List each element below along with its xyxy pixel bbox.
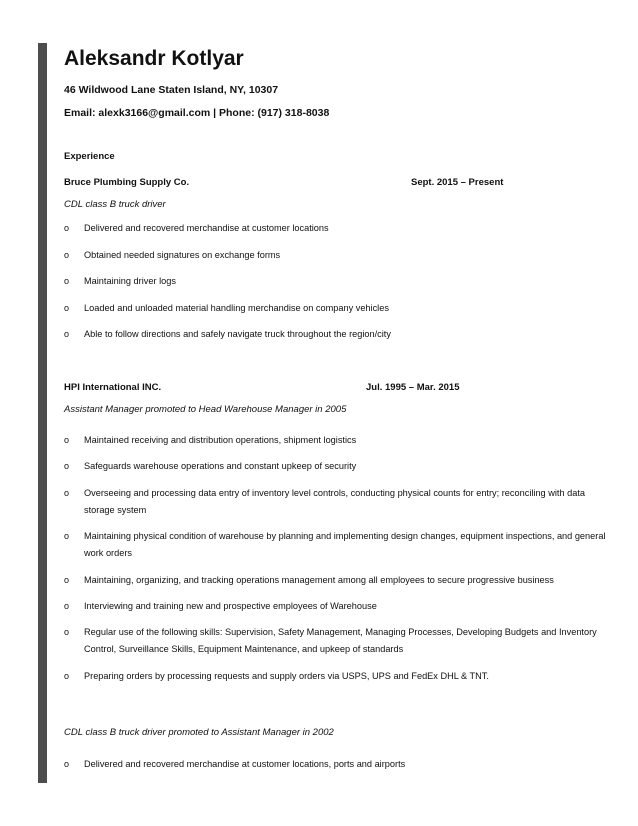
duty-text: Delivered and recovered merchandise at customer locations, ports and airports bbox=[84, 759, 406, 769]
duty-text: Loaded and unloaded material handling merchandise on company vehicles bbox=[84, 302, 389, 313]
section-title-experience: Experience bbox=[64, 151, 115, 162]
job-role: CDL class B truck driver bbox=[64, 199, 166, 210]
duty-text: Maintaining, organizing, and tracking operations management among all employees to secure progressive business bbox=[84, 574, 554, 585]
duty-text: Maintaining driver logs bbox=[84, 276, 176, 287]
job-role: Assistant Manager promoted to Head Warehouse Manager in 2005 bbox=[64, 404, 347, 415]
job-company: HPI International INC. bbox=[64, 382, 162, 393]
list-item bbox=[64, 485, 609, 519]
list-item bbox=[64, 326, 609, 343]
bullet-marker: o bbox=[64, 670, 70, 681]
job-company: Bruce Plumbing Supply Co. bbox=[64, 177, 190, 188]
sidebar-accent-bar bbox=[38, 43, 47, 783]
bullet-marker: o bbox=[64, 249, 70, 260]
list-item bbox=[64, 432, 609, 449]
list-item bbox=[64, 756, 609, 773]
duty-text: Preparing orders by processing requests and supply orders via USPS, UPS and FedEx DHL & TNT. bbox=[84, 670, 489, 681]
list-item bbox=[64, 220, 609, 237]
bullet-marker: o bbox=[64, 759, 70, 769]
bullet-marker: o bbox=[64, 223, 70, 233]
bullet-marker: o bbox=[64, 302, 70, 313]
applicant-contact: Email: alexk3166@gmail.com | Phone: (917) 318-8038 bbox=[64, 107, 330, 119]
bullet-marker: o bbox=[64, 461, 70, 472]
duty-text: Maintaining physical condition of warehouse by planning and implementing design changes, equipment inspections, and general work orders bbox=[84, 531, 606, 559]
list-item bbox=[64, 458, 609, 475]
list-item bbox=[64, 624, 609, 658]
duty-text: Able to follow directions and safely navigate truck throughout the region/city bbox=[84, 329, 391, 340]
list-item bbox=[64, 528, 609, 562]
bullet-marker: o bbox=[64, 531, 70, 542]
bullet-marker: o bbox=[64, 574, 70, 585]
duty-text: Regular use of the following skills: Supervision, Safety Management, Managing Processes, Developing Budgets and Inventory Control, Surveillance Skills, Equipment Maintenance, and upkeep of standards bbox=[84, 627, 597, 655]
bullet-marker: o bbox=[64, 435, 70, 445]
list-item bbox=[64, 273, 609, 290]
job-duties-list bbox=[64, 432, 609, 694]
bullet-marker: o bbox=[64, 627, 70, 638]
duty-text: Obtained needed signatures on exchange forms bbox=[84, 249, 281, 260]
duty-text: Delivered and recovered merchandise at customer locations bbox=[84, 223, 329, 233]
list-item bbox=[64, 247, 609, 264]
duty-text: Maintained receiving and distribution operations, shipment logistics bbox=[84, 435, 357, 445]
bullet-marker: o bbox=[64, 600, 70, 611]
bullet-marker: o bbox=[64, 276, 70, 287]
bullet-marker: o bbox=[64, 487, 70, 498]
applicant-address: 46 Wildwood Lane Staten Island, NY, 10307 bbox=[64, 84, 279, 96]
list-item bbox=[64, 300, 609, 317]
list-item bbox=[64, 668, 609, 685]
job-dates: Jul. 1995 – Mar. 2015 bbox=[366, 382, 460, 393]
duty-text: Safeguards warehouse operations and constant upkeep of security bbox=[84, 461, 357, 472]
job-dates: Sept. 2015 – Present bbox=[411, 177, 504, 188]
job-role: CDL class B truck driver promoted to Assistant Manager in 2002 bbox=[64, 727, 334, 738]
duty-text: Overseeing and processing data entry of inventory level controls, conducting physical counts for entry; reconciling with data storage system bbox=[84, 487, 585, 515]
bullet-marker: o bbox=[64, 329, 70, 340]
job-duties-list bbox=[64, 756, 609, 773]
list-item bbox=[64, 598, 609, 615]
list-item bbox=[64, 572, 609, 589]
applicant-name: Aleksandr Kotlyar bbox=[64, 47, 244, 70]
job-duties-list bbox=[64, 220, 609, 353]
duty-text: Interviewing and training new and prospective employees of Warehouse bbox=[84, 600, 377, 611]
